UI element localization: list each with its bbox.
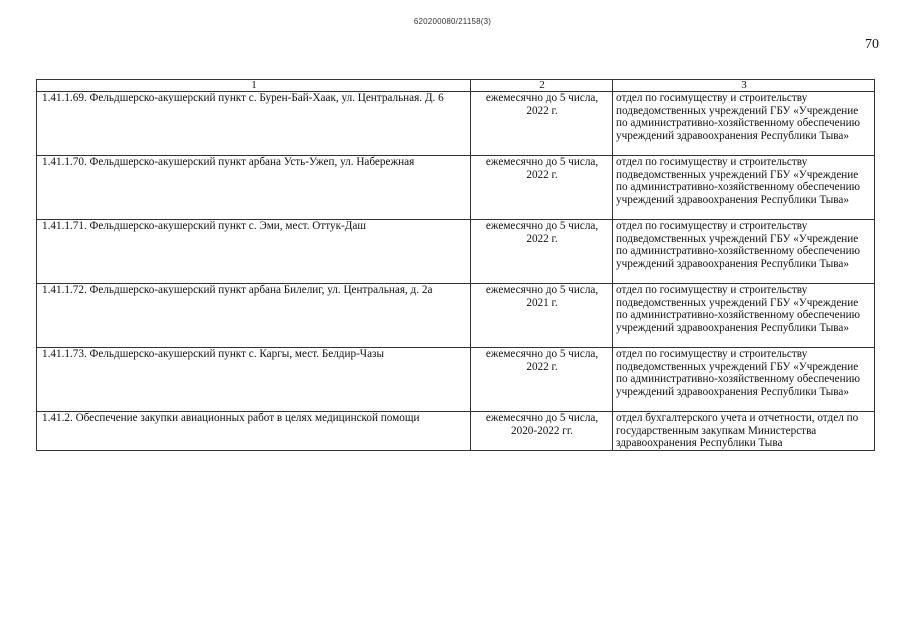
deadline-cell: ежемесячно до 5 числа, 2021 г. <box>471 284 613 348</box>
responsible-cell: отдел бухгалтерского учета и отчетности, отдел по государственным закупкам Министерства здравоохранения Республики Тыва <box>613 412 875 451</box>
responsible-cell: отдел по госимуществу и строительству подведомственных учреждений ГБУ «Учреждение по административно-хозяйственному обеспечению учреждений здравоохранения Республики Тыва» <box>613 156 875 220</box>
item-cell: 1.41.1.70. Фельдшерско-акушерский пункт арбана Усть-Ужеп, ул. Набережная <box>37 156 471 220</box>
item-cell: 1.41.2. Обеспечение закупки авиационных работ в целях медицинской помощи <box>37 412 471 451</box>
column-header-3: 3 <box>613 80 875 92</box>
column-header-2: 2 <box>471 80 613 92</box>
item-cell: 1.41.1.72. Фельдшерско-акушерский пункт арбана Билелиг, ул. Центральная, д. 2а <box>37 284 471 348</box>
responsible-cell: отдел по госимуществу и строительству подведомственных учреждений ГБУ «Учреждение по административно-хозяйственному обеспечению учреждений здравоохранения Республики Тыва» <box>613 92 875 156</box>
deadline-cell: ежемесячно до 5 числа, 2022 г. <box>471 220 613 284</box>
table-row <box>37 92 875 156</box>
table-row <box>37 284 875 348</box>
item-cell: 1.41.1.69. Фельдшерско-акушерский пункт с. Бурен-Бай-Хаак, ул. Центральная. Д. 6 <box>37 92 471 156</box>
table-row <box>37 220 875 284</box>
table-row <box>37 348 875 412</box>
responsible-cell: отдел по госимуществу и строительству подведомственных учреждений ГБУ «Учреждение по административно-хозяйственному обеспечению учреждений здравоохранения Республики Тыва» <box>613 220 875 284</box>
table-row <box>37 156 875 220</box>
item-cell: 1.41.1.73. Фельдшерско-акушерский пункт с. Каргы, мест. Белдир-Чазы <box>37 348 471 412</box>
deadline-cell: ежемесячно до 5 числа, 2022 г. <box>471 348 613 412</box>
table-header-row <box>37 80 875 92</box>
document-table <box>36 79 875 451</box>
column-header-1: 1 <box>37 80 471 92</box>
deadline-cell: ежемесячно до 5 числа, 2022 г. <box>471 92 613 156</box>
deadline-cell: ежемесячно до 5 числа, 2020-2022 гг. <box>471 412 613 451</box>
table-row <box>37 412 875 451</box>
responsible-cell: отдел по госимуществу и строительству подведомственных учреждений ГБУ «Учреждение по административно-хозяйственному обеспечению учреждений здравоохранения Республики Тыва» <box>613 348 875 412</box>
responsible-cell: отдел по госимуществу и строительству подведомственных учреждений ГБУ «Учреждение по административно-хозяйственному обеспечению учреждений здравоохранения Республики Тыва» <box>613 284 875 348</box>
document-header-code: 620200080/21158(3) <box>413 17 492 26</box>
deadline-cell: ежемесячно до 5 числа, 2022 г. <box>471 156 613 220</box>
item-cell: 1.41.1.71. Фельдшерско-акушерский пункт с. Эми, мест. Оттук-Даш <box>37 220 471 284</box>
page-number: 70 <box>865 37 879 52</box>
